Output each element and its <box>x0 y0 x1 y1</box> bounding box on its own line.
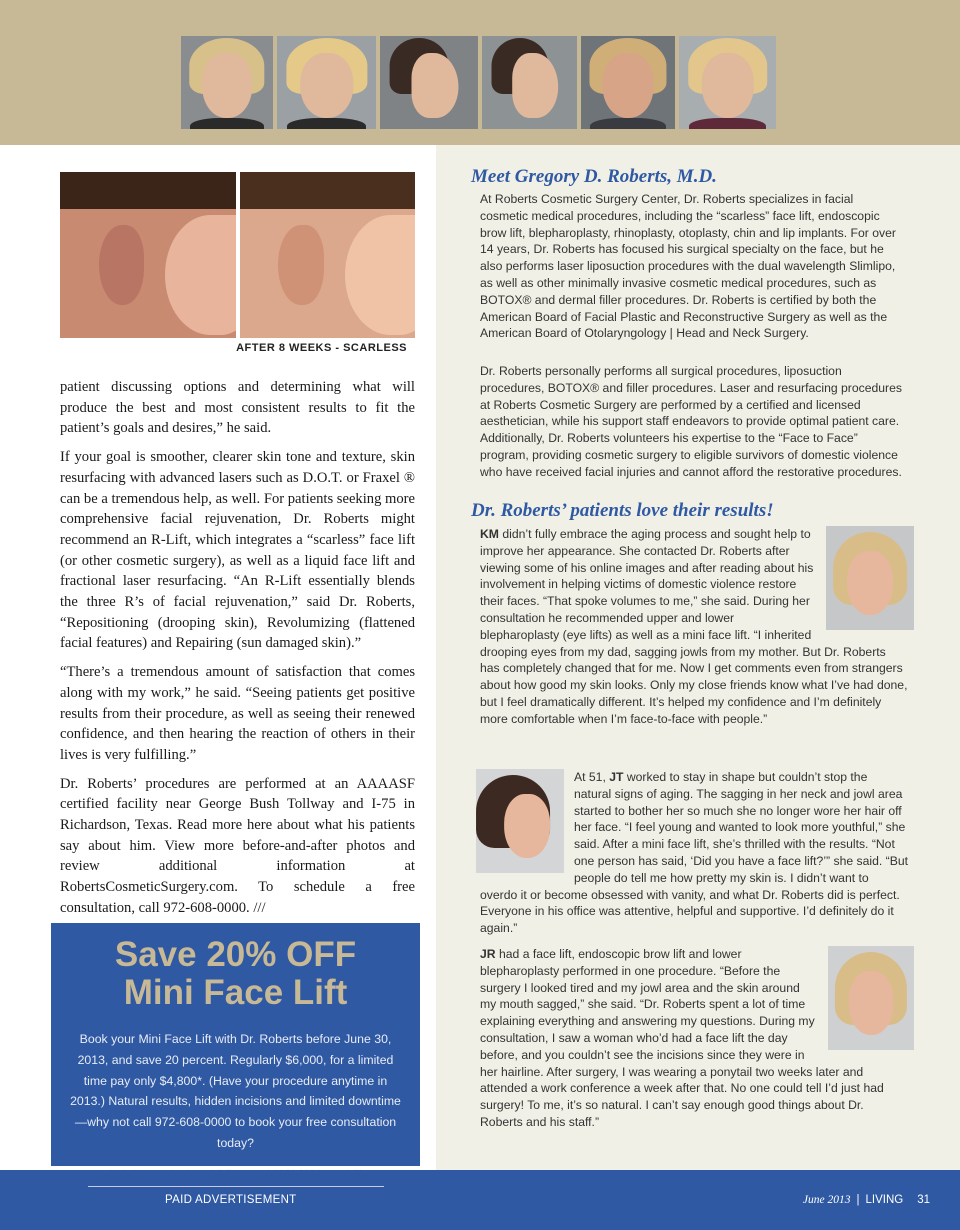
before-photo-front <box>181 36 273 129</box>
ear-before-photo <box>60 172 236 338</box>
top-banner <box>0 0 960 145</box>
promo-headline: Save 20% OFF <box>114 935 357 974</box>
page-number: 31 <box>917 1194 930 1206</box>
after-photo-front-2 <box>679 36 776 129</box>
jt-photo <box>476 769 564 873</box>
testimonial-initials: KM <box>480 527 499 541</box>
testimonial-prefix: At 51, <box>574 770 610 784</box>
article-paragraph: Dr. Roberts’ procedures are performed at an AAAASF certified facility near George Bush Tollway and I-75 in Richardson, Texas. Read more here about what his patients say about him. View more before-and-after photos and review additional information at RobertsCosmeticSurgery.com. To schedule a free consultation, call 972-608-0000. /// <box>60 775 415 916</box>
promo-subheadline: Mini Face Lift <box>123 973 348 1012</box>
meet-paragraph: Dr. Roberts personally performs all surgical procedures, liposuction procedures, BOTOX® and filler procedures. Laser and resurfacing procedures at Roberts Cosmetic Surgery are performed by a certified and licensed aesthetician, while his support staff endeavors to provide optimal patient care. Additionally, Dr. Roberts volunteers his expertise to the “Face to Face” program, providing cosmetic surgery to eligible survivors of domestic violence who have received facial injuries and cannot afford the restorative procedures. <box>480 364 902 479</box>
results-heading: Dr. Roberts’ patients love their results! <box>471 500 774 521</box>
promo-body: Book your Mini Face Lift with Dr. Roberts before June 30, 2013, and save 20 percent. Regularly $6,000, for a limited time pay only $4,800*. (Have your procedure anytime in 2013.) Natural results, hidden incisions and limited downtime—why not call 972-608-0000 to book your free consultation today? <box>70 1032 401 1150</box>
testimonial-km <box>480 526 908 728</box>
folio-separator: | <box>856 1194 860 1206</box>
photo-caption: AFTER 8 WEEKS - SCARLESS <box>236 342 407 354</box>
right-panel <box>436 145 960 1170</box>
before-photo-front-2 <box>581 36 675 129</box>
article-paragraph: “There’s a tremendous amount of satisfaction that comes along with my work,” he said. “Seeing patients get positive results from their procedure, as well as seeing their renewed confidence, and then hearing the reaction of others in their lives is very fulfilling.” <box>60 664 415 763</box>
km-photo <box>826 526 914 630</box>
meet-paragraph: At Roberts Cosmetic Surgery Center, Dr. Roberts specializes in facial cosmetic medical procedures, including the “scarless” face lift, endoscopic brow lift, blepharoplasty, rhinoplasty, otoplasty, chin and lip implants. For over 14 years, Dr. Roberts has focused his surgical specialty on the face, but he also performs laser liposuction procedures with the dual wavelength Slimlipo, as well as other minimally invasive cosmetic medical procedures, such as BOTOX® and dermal filler procedures. Dr. Roberts is certified by both the American Board of Facial Plastic and Reconstructive Surgery as well as the American Board of Otolaryngology | Head and Neck Surgery. <box>480 192 896 341</box>
testimonial-jr <box>480 946 908 1131</box>
footer-divider <box>88 1186 384 1187</box>
testimonial-text: had a face lift, endoscopic brow lift and lower blepharoplasty performed in one procedure. “Before the surgery I looked tired and my jowl area and the skin around my mouth sagged,” she said. “Dr. Roberts spent a lot of time explaining everything and answering my questions. During my consultation, I saw a woman who’d had a face lift the day before, and you couldn’t see the incisions since they were in her hairline. After surgery, I was wearing a ponytail two weeks later and attended a work conference a week after that. No one could tell I’d just had surgery! To me, it’s so natural. I can’t say enough good things about Dr. Roberts and his staff.” <box>480 947 884 1129</box>
ear-after-photo <box>240 172 416 338</box>
testimonial-jt <box>480 769 908 937</box>
testimonial-text: worked to stay in shape but couldn’t stop the natural signs of aging. The sagging in her neck and jowl area started to bother her so much she no longer wore her hair off her face. “I feel young and wanted to look more youthful,” she said. After a mini face lift, she’s thrilled with the results. “Not one person has said, ‘Did you have a face lift?’” she said. “But people do tell me how pretty my skin is. I didn’t want to overdo it or become obsessed with vanity, and what Dr. Roberts did is perfect. Everyone in his office was attentive, helpful and supportive. I’d definitely do it again.” <box>480 770 908 936</box>
promo-box <box>51 923 420 1166</box>
issue-date: June 2013 <box>802 1194 851 1206</box>
paid-advertisement-label: PAID ADVERTISEMENT <box>165 1194 297 1206</box>
folio <box>803 1194 930 1206</box>
left-column <box>60 172 415 927</box>
meet-doctor-heading: Meet Gregory D. Roberts, M.D. <box>471 166 717 187</box>
article-paragraph: If your goal is smoother, clearer skin tone and texture, skin resurfacing with advanced lasers such as D.O.T. or Fraxel ® can be a tremendous help, as well. For patients seeking more comprehensive facial rejuvenation, Dr. Roberts might recommend an R-Lift, which integrates a “scarless” face lift (or other cosmetic surgery), as well as a liquid face lift and fractional laser resurfacing. “An R-Lift essentially blends the three R’s of facial rejuvenation,” said Dr. Roberts, “Repositioning (drooping skin), Revolumizing (flattened facial features) and Repairing (sun damaged skin).” <box>60 449 416 652</box>
before-after-photo-strip <box>181 36 776 129</box>
before-photo-profile <box>380 36 478 129</box>
jr-photo <box>828 946 914 1050</box>
page-footer <box>0 1170 960 1230</box>
ear-photo-pair <box>60 172 415 338</box>
testimonial-initials: JT <box>609 770 624 784</box>
after-photo-profile <box>482 36 577 129</box>
section-name: LIVING <box>865 1194 904 1206</box>
testimonial-initials: JR <box>480 947 496 961</box>
after-photo-front <box>277 36 376 129</box>
testimonial-text: didn’t fully embrace the aging process and sought help to improve her appearance. She contacted Dr. Roberts after viewing some of his online images and after reading about his involvement in helping victims of domestic violence restore their faces. “That spoke volumes to me,” she said. During her consultation he recommended upper and lower blepharoplasty (eye lifts) as well as a mini face lift. “I inherited drooping eyes from my dad, sagging jowls from my mother. But Dr. Roberts has completely changed that for me. Now I get comments even from strangers about how good my skin looks. Only my close friends know what I’ve had done, but I feel dramatically different. It’s helped my confidence and I’m definitely more comfortable when I’m face-to-face with people.” <box>480 527 908 726</box>
article-paragraph: patient discussing options and determining what will produce the best and most consistent results to fit the patient’s goals and desires,” he said. <box>60 379 415 437</box>
